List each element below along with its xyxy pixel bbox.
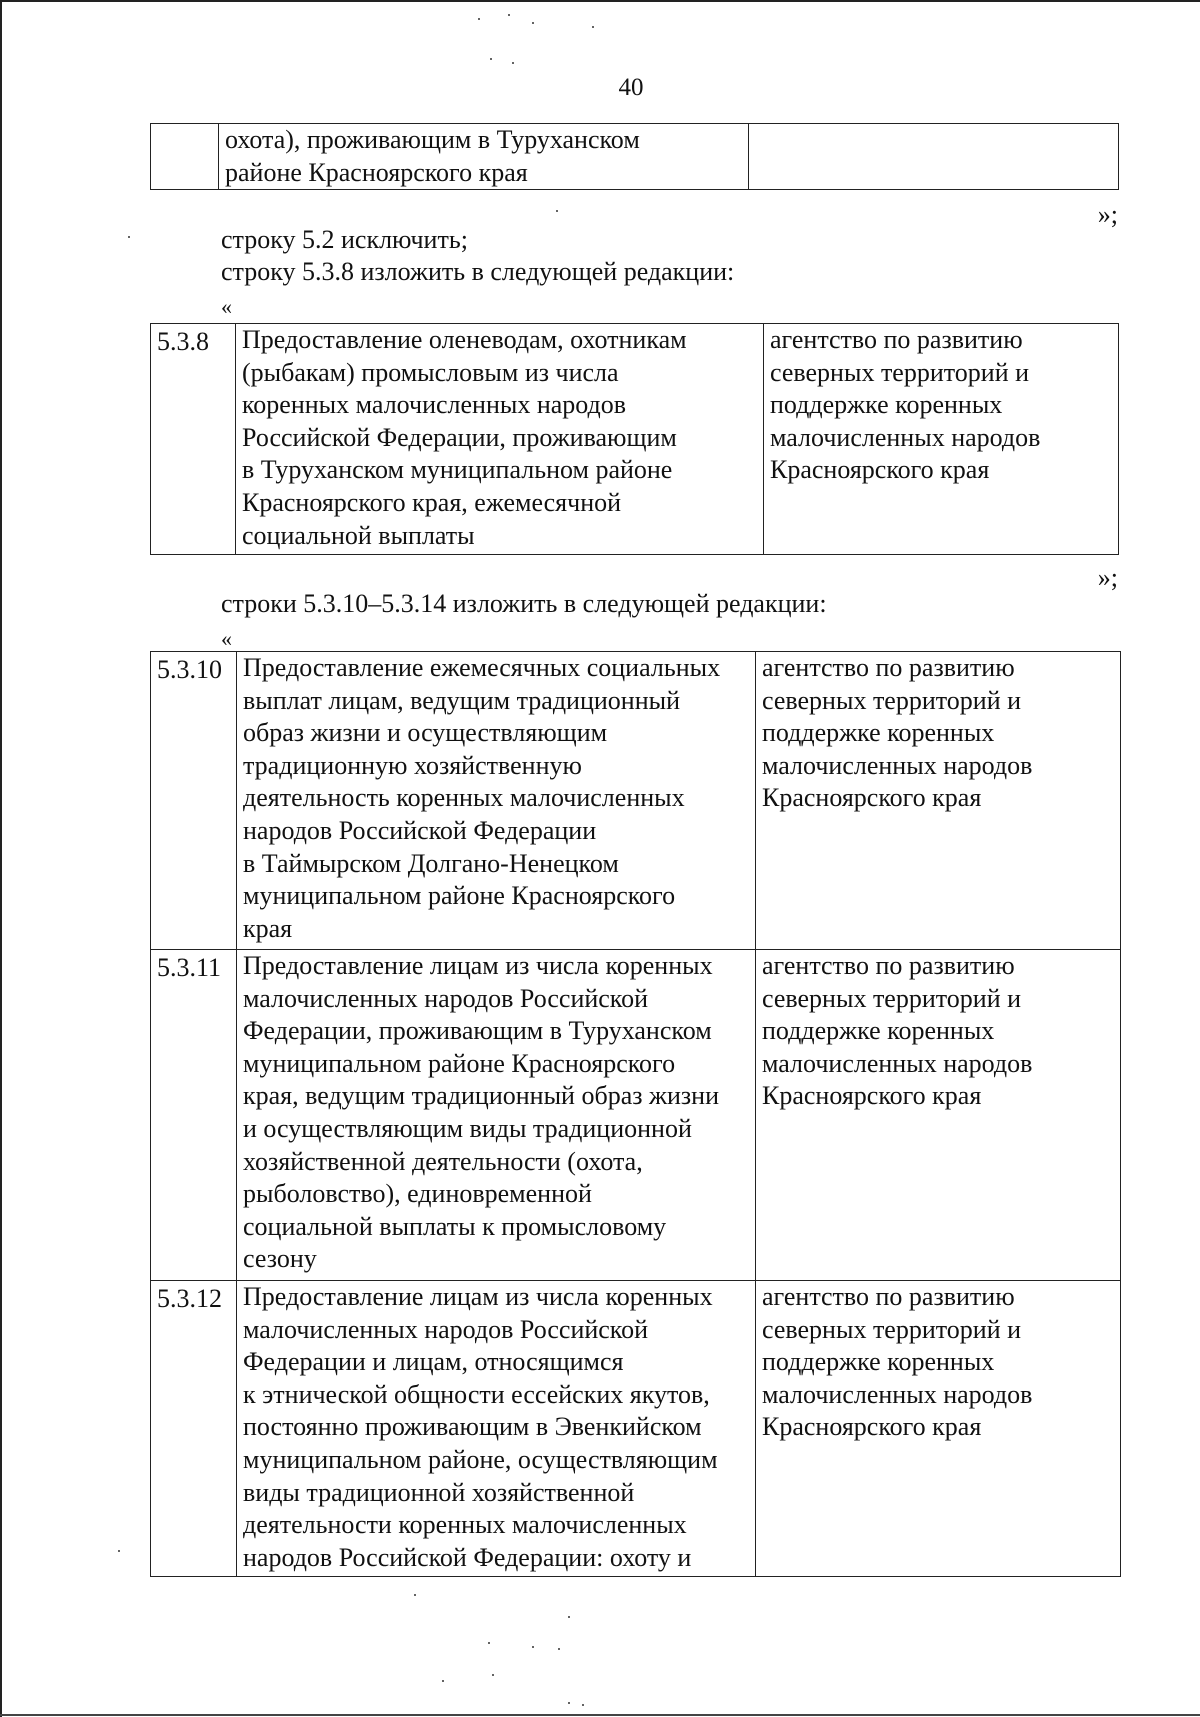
closing-quote: »; (1097, 200, 1118, 229)
row-description: охота), проживающим в Туруханском районе Красноярского края (219, 124, 749, 190)
table-row (151, 124, 1119, 190)
row-number: 5.3.8 (151, 324, 236, 555)
row-description: Предоставление оленеводам, охотникам (рыбакам) промысловым из числа коренных малочисленных народов Российской Федерации, проживающим в Туруханском муниципальном районе Красноярского края, ежемесячной социальной выплаты (236, 324, 764, 555)
table-row (151, 324, 1119, 555)
row-number: 5.3.10 (151, 652, 237, 950)
row-number: 5.3.11 (151, 950, 237, 1281)
scan-border-top (0, 0, 1200, 2)
scan-border-left (0, 0, 2, 1717)
table-row (151, 950, 1121, 1281)
scan-border-bottom (0, 1714, 1200, 1716)
row-agency: агентство по развитию северных территорий и поддержке коренных малочисленных народов Красноярского края (756, 950, 1121, 1281)
page-number: 40 (618, 74, 644, 101)
amendment-table-5-3-8 (150, 323, 1119, 555)
row-agency (749, 124, 1119, 190)
row-agency: агентство по развитию северных территорий и поддержке коренных малочисленных народов Красноярского края (764, 324, 1119, 555)
amendment-table-5-3-10-14 (150, 651, 1121, 1577)
opening-quote: « (221, 626, 232, 651)
row-description: Предоставление лицам из числа коренных малочисленных народов Российской Федерации, проживающим в Туруханском муниципальном районе Красноярского края, ведущим традиционный образ жизни и осуществляющим виды традиционной хозяйственной деятельности (охота, рыболовство), единовременной социальной выплаты к промысловому сезону (237, 950, 756, 1281)
row-number: 5.3.12 (151, 1281, 237, 1577)
table-row (151, 1281, 1121, 1577)
table-row (151, 652, 1121, 950)
instruction-line: строку 5.2 исключить; (221, 225, 468, 254)
row-description: Предоставление ежемесячных социальных выплат лицам, ведущим традиционный образ жизни и осуществляющим традиционную хозяйственную деятельность коренных малочисленных народов Российской Федерации в Таймырском Долгано-Ненецком муниципальном районе Красноярского края (237, 652, 756, 950)
row-description: Предоставление лицам из числа коренных малочисленных народов Российской Федерации и лицам, относящимся к этнической общности ессейских якутов, постоянно проживающим в Эвенкийском муниципальном районе, осуществляющим виды традиционной хозяйственной деятельности коренных малочисленных народов Российской Федерации: охоту и (237, 1281, 756, 1577)
instruction-line: строки 5.3.10–5.3.14 изложить в следующей редакции: (221, 589, 827, 618)
opening-quote: « (221, 294, 232, 319)
row-number (151, 124, 219, 190)
closing-quote: »; (1097, 563, 1118, 592)
row-agency: агентство по развитию северных территорий и поддержке коренных малочисленных народов Красноярского края (756, 652, 1121, 950)
instruction-line: строку 5.3.8 изложить в следующей редакции: (221, 257, 735, 286)
continuation-table (150, 123, 1119, 190)
row-agency: агентство по развитию северных территорий и поддержке коренных малочисленных народов Красноярского края (756, 1281, 1121, 1577)
